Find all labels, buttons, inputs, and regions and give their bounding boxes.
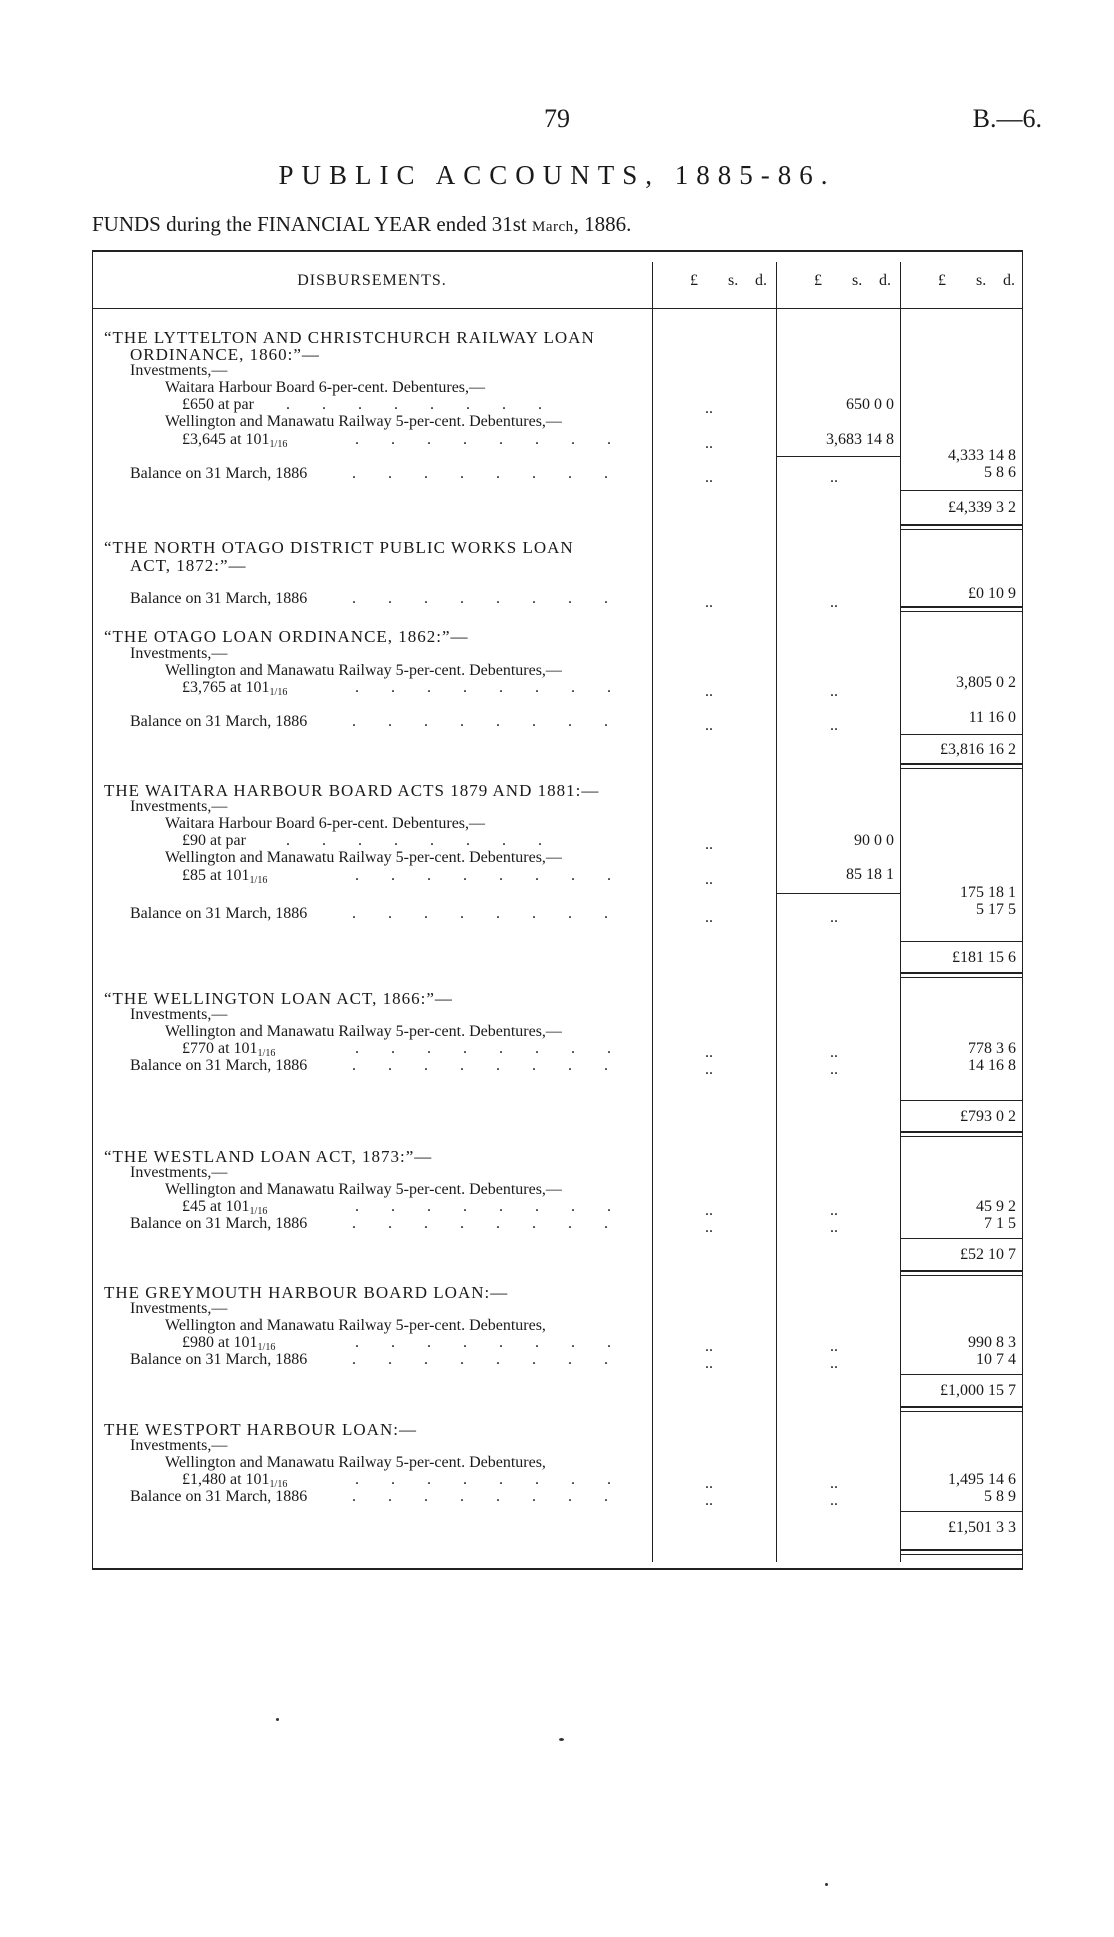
col-divider-1 bbox=[652, 262, 653, 1562]
balance-label: Balance on 31 March, 1886 bbox=[130, 590, 308, 607]
double-rule bbox=[900, 977, 1022, 978]
col3-d-header: d. bbox=[1003, 272, 1015, 289]
debenture-description: Wellington and Manawatu Railway 5-per-cent. Debentures,— bbox=[165, 413, 562, 430]
debenture-amount: £90 at par bbox=[182, 832, 246, 849]
debenture-amount: £85 at 1011/16 bbox=[182, 867, 268, 886]
leader-dots: . . . . . . . . bbox=[286, 396, 556, 413]
balance-value: 10 7 4 bbox=[976, 1351, 1016, 1368]
col2-s-header: s. bbox=[852, 272, 863, 289]
debenture-description: Wellington and Manawatu Railway 5-per-cent. Debentures,— bbox=[165, 1023, 562, 1040]
debenture-description: Wellington and Manawatu Railway 5-per-cent. Debentures,— bbox=[165, 1181, 562, 1198]
balance-value: 5 8 9 bbox=[984, 1488, 1016, 1505]
investments-label: Investments,— bbox=[130, 1164, 228, 1181]
balance-label: Balance on 31 March, 1886 bbox=[130, 713, 308, 730]
month-smallcaps: March bbox=[532, 219, 574, 235]
subtotal-rule bbox=[776, 456, 900, 457]
debenture-description: Wellington and Manawatu Railway 5-per-cent. Debentures,— bbox=[165, 662, 562, 679]
debenture-description: Wellington and Manawatu Railway 5-per-cent. Debentures, bbox=[165, 1454, 546, 1471]
double-rule bbox=[900, 768, 1022, 769]
leader-dots: . . . . . . . . bbox=[352, 1057, 622, 1074]
leader-dots: . . . . . . . . bbox=[352, 1351, 622, 1368]
total-rule bbox=[900, 1511, 1022, 1512]
section-total: £3,816 16 2 bbox=[940, 741, 1016, 758]
leader-dots: .. bbox=[830, 1492, 838, 1509]
page-title: PUBLIC ACCOUNTS, 1885-86. bbox=[278, 160, 836, 190]
debenture-amount: £980 at 1011/16 bbox=[182, 1334, 276, 1353]
section-total: £1,000 15 7 bbox=[940, 1382, 1016, 1399]
total-rule bbox=[900, 1100, 1022, 1101]
debenture-amount: £650 at par bbox=[182, 396, 254, 413]
amount-value: 85 18 1 bbox=[846, 866, 894, 883]
total-rule bbox=[900, 490, 1022, 491]
double-rule bbox=[900, 1131, 1022, 1133]
double-rule bbox=[900, 524, 1022, 526]
leader-dots: . . . . . . . . bbox=[355, 1198, 625, 1215]
debenture-amount: £770 at 1011/16 bbox=[182, 1040, 276, 1059]
leader-dots: . . . . . . . . bbox=[355, 1040, 625, 1057]
section-total: £52 10 7 bbox=[960, 1246, 1016, 1263]
debenture-description: Waitara Harbour Board 6-per-cent. Debentures,— bbox=[165, 379, 486, 396]
print-speck bbox=[559, 1738, 564, 1741]
total-rule bbox=[900, 734, 1022, 735]
section-heading: “THE WESTLAND LOAN ACT, 1873:”— bbox=[104, 1147, 433, 1166]
col2-pound-header: £ bbox=[814, 272, 822, 289]
balance-label: Balance on 31 March, 1886 bbox=[130, 1057, 308, 1074]
debenture-description: Waitara Harbour Board 6-per-cent. Debentures,— bbox=[165, 815, 486, 832]
leader-dots: .. bbox=[705, 717, 713, 734]
section-total: £793 0 2 bbox=[960, 1108, 1016, 1125]
leader-dots: .. bbox=[705, 594, 713, 611]
double-rule bbox=[900, 1275, 1022, 1276]
leader-dots: .. bbox=[830, 1355, 838, 1372]
leader-dots: . . . . . . . . bbox=[352, 1488, 622, 1505]
leader-dots: .. bbox=[830, 1219, 838, 1236]
double-rule bbox=[900, 611, 1022, 612]
double-rule bbox=[900, 763, 1022, 765]
investments-label: Investments,— bbox=[130, 1300, 228, 1317]
investments-label: Investments,— bbox=[130, 1437, 228, 1454]
leader-dots: .. bbox=[705, 1355, 713, 1372]
investments-label: Investments,— bbox=[130, 362, 228, 379]
leader-dots: .. bbox=[830, 594, 838, 611]
leader-dots: . . . . . . . . bbox=[286, 832, 556, 849]
total-rule bbox=[900, 1374, 1022, 1375]
leader-dots: .. bbox=[705, 400, 713, 417]
double-rule bbox=[900, 1554, 1022, 1555]
leader-dots: . . . . . . . . bbox=[355, 679, 625, 696]
leader-dots: . . . . . . . . bbox=[355, 431, 625, 448]
section-heading: “THE NORTH OTAGO DISTRICT PUBLIC WORKS LOAN bbox=[104, 538, 574, 557]
leader-dots: .. bbox=[705, 435, 713, 452]
leader-dots: . . . . . . . . bbox=[352, 465, 622, 482]
leader-dots: .. bbox=[705, 909, 713, 926]
leader-dots: .. bbox=[830, 1061, 838, 1078]
debenture-amount: £3,765 at 1011/16 bbox=[182, 679, 288, 698]
col-divider-2 bbox=[776, 262, 777, 1562]
leader-dots: .. bbox=[830, 1044, 838, 1061]
balance-value: 14 16 8 bbox=[968, 1057, 1016, 1074]
investments-label: Investments,— bbox=[130, 1006, 228, 1023]
double-rule bbox=[900, 1411, 1022, 1412]
section-heading: “THE OTAGO LOAN ORDINANCE, 1862:”— bbox=[104, 627, 469, 646]
leader-dots: .. bbox=[830, 1202, 838, 1219]
leader-dots: . . . . . . . . bbox=[352, 905, 622, 922]
table-bottom-rule bbox=[92, 1568, 1022, 1570]
investments-total: 45 9 2 bbox=[976, 1198, 1016, 1215]
total-rule bbox=[900, 941, 1022, 942]
debenture-amount: £45 at 1011/16 bbox=[182, 1198, 268, 1217]
double-rule bbox=[900, 529, 1022, 530]
balance-value: 5 17 5 bbox=[976, 901, 1016, 918]
investments-total: 1,495 14 6 bbox=[948, 1471, 1016, 1488]
table-top-rule bbox=[92, 250, 1022, 252]
debenture-description: Wellington and Manawatu Railway 5-per-cent. Debentures,— bbox=[165, 849, 562, 866]
double-rule bbox=[900, 1136, 1022, 1137]
debenture-amount: £3,645 at 1011/16 bbox=[182, 431, 288, 450]
document-code: B.—6. bbox=[972, 104, 1042, 133]
col3-s-header: s. bbox=[976, 272, 987, 289]
double-rule bbox=[900, 1406, 1022, 1408]
section-total: £1,501 3 3 bbox=[948, 1519, 1016, 1536]
section-total: £0 10 9 bbox=[968, 585, 1016, 602]
leader-dots: .. bbox=[705, 1219, 713, 1236]
leader-dots: .. bbox=[705, 1202, 713, 1219]
table-left-border bbox=[92, 250, 93, 1570]
section-total: £4,339 3 2 bbox=[948, 499, 1016, 516]
print-speck bbox=[276, 1718, 279, 1721]
leader-dots: . . . . . . . . bbox=[352, 1215, 622, 1232]
col3-pound-header: £ bbox=[938, 272, 946, 289]
leader-dots: .. bbox=[705, 871, 713, 888]
section-heading: “THE WELLINGTON LOAN ACT, 1866:”— bbox=[104, 989, 453, 1008]
investments-total: 990 8 3 bbox=[968, 1334, 1016, 1351]
section-heading: “THE LYTTELTON AND CHRISTCHURCH RAILWAY LOAN bbox=[104, 328, 595, 347]
section-heading: THE WAITARA HARBOUR BOARD ACTS 1879 AND 1881:— bbox=[104, 781, 600, 800]
section-heading-cont: ACT, 1872:”— bbox=[130, 556, 247, 575]
leader-dots: .. bbox=[705, 469, 713, 486]
leader-dots: .. bbox=[705, 1061, 713, 1078]
leader-dots: .. bbox=[705, 1338, 713, 1355]
leader-dots: .. bbox=[830, 1338, 838, 1355]
subtotal-rule bbox=[776, 893, 900, 894]
investments-label: Investments,— bbox=[130, 798, 228, 815]
leader-dots: .. bbox=[705, 683, 713, 700]
col1-d-header: d. bbox=[755, 272, 767, 289]
page-subtitle: FUNDS during the FINANCIAL YEAR ended 31st March, 1886. bbox=[92, 212, 632, 236]
leader-dots: . . . . . . . . bbox=[355, 867, 625, 884]
section-heading-cont: ORDINANCE, 1860:”— bbox=[130, 345, 320, 364]
leader-dots: .. bbox=[705, 1492, 713, 1509]
leader-dots: .. bbox=[830, 717, 838, 734]
page-number: 79 bbox=[544, 104, 570, 133]
leader-dots: .. bbox=[830, 683, 838, 700]
section-heading: THE WESTPORT HARBOUR LOAN:— bbox=[104, 1420, 417, 1439]
investments-total: 778 3 6 bbox=[968, 1040, 1016, 1057]
col2-d-header: d. bbox=[879, 272, 891, 289]
balance-value: 5 8 6 bbox=[984, 464, 1016, 481]
disbursements-header: DISBURSEMENTS. bbox=[297, 272, 447, 289]
double-rule bbox=[900, 606, 1022, 608]
investments-total: 175 18 1 bbox=[960, 884, 1016, 901]
leader-dots: .. bbox=[705, 836, 713, 853]
balance-value: 11 16 0 bbox=[968, 709, 1016, 726]
leader-dots: .. bbox=[705, 1475, 713, 1492]
investments-total: 4,333 14 8 bbox=[948, 447, 1016, 464]
debenture-description: Wellington and Manawatu Railway 5-per-cent. Debentures, bbox=[165, 1317, 546, 1334]
balance-label: Balance on 31 March, 1886 bbox=[130, 1351, 308, 1368]
balance-value: 7 1 5 bbox=[984, 1215, 1016, 1232]
total-rule bbox=[900, 1238, 1022, 1239]
leader-dots: . . . . . . . . bbox=[355, 1471, 625, 1488]
table-header-rule bbox=[92, 308, 1022, 309]
leader-dots: .. bbox=[830, 469, 838, 486]
investments-total: 3,805 0 2 bbox=[956, 674, 1016, 691]
double-rule bbox=[900, 1270, 1022, 1272]
investments-label: Investments,— bbox=[130, 645, 228, 662]
leader-dots: . . . . . . . . bbox=[352, 713, 622, 730]
balance-label: Balance on 31 March, 1886 bbox=[130, 1488, 308, 1505]
leader-dots: .. bbox=[830, 1475, 838, 1492]
debenture-amount: £1,480 at 1011/16 bbox=[182, 1471, 288, 1490]
col1-s-header: s. bbox=[728, 272, 739, 289]
leader-dots: .. bbox=[830, 909, 838, 926]
print-speck bbox=[825, 1883, 828, 1886]
leader-dots: . . . . . . . . bbox=[355, 1334, 625, 1351]
col1-pound-header: £ bbox=[690, 272, 698, 289]
balance-label: Balance on 31 March, 1886 bbox=[130, 905, 308, 922]
table-right-border bbox=[1022, 250, 1023, 1570]
section-total: £181 15 6 bbox=[952, 949, 1016, 966]
leader-dots: . . . . . . . . bbox=[352, 590, 622, 607]
amount-value: 650 0 0 bbox=[846, 396, 894, 413]
amount-value: 3,683 14 8 bbox=[826, 431, 894, 448]
leader-dots: .. bbox=[705, 1044, 713, 1061]
amount-value: 90 0 0 bbox=[854, 832, 894, 849]
balance-label: Balance on 31 March, 1886 bbox=[130, 1215, 308, 1232]
double-rule bbox=[900, 972, 1022, 974]
double-rule bbox=[900, 1549, 1022, 1551]
balance-label: Balance on 31 March, 1886 bbox=[130, 465, 308, 482]
section-heading: THE GREYMOUTH HARBOUR BOARD LOAN:— bbox=[104, 1283, 509, 1302]
